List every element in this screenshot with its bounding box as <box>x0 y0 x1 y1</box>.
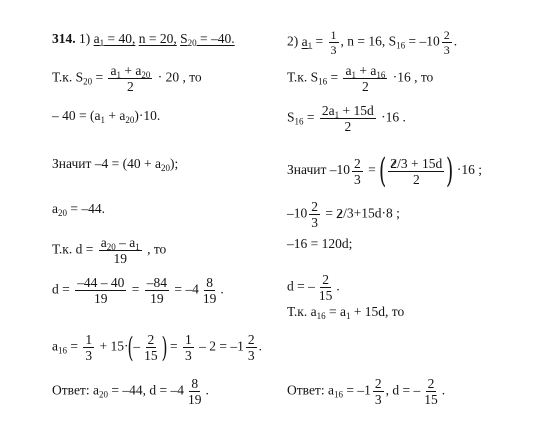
equation-line-part1: – $40 = (a_1 + a_{20})\cdot 10$. <box>52 108 161 125</box>
d-value-part2: d = – $\frac{2}{15}$ . <box>287 272 340 303</box>
simplify-line: –10 $\frac{2}{3}$ = 2/3+15d·8 ; <box>287 199 400 230</box>
znachit-line-part2: Значит –10 $\frac{2}{3}$ = ( $\frac{2/3 + 15d}{2}$ ) ·16 ; <box>287 151 483 191</box>
given-a1: $a_1 = 40$, <box>93 31 136 48</box>
part1-label: 1) <box>79 31 91 46</box>
d-calculation: d = $\frac{-44 - 40}{19}$ = $\frac{-84}{19}$ = –4 $\frac{8}{19}$ . <box>52 275 224 306</box>
d-fraction: $\frac{a_{20} - a_1}{19}$ <box>100 235 140 266</box>
tk-sum-formula-part2: Т.к. $S_{16}$ = $\frac{a_1 + a_{16}}{2}$ ·16 , то <box>287 63 434 94</box>
answer-part2: Ответ: $a_{16} = -1$ $\frac{2}{3}$ , d = – $\frac{2}{15}$ . <box>287 376 446 407</box>
a20-result: $a_{20} = -44$. <box>52 201 105 218</box>
s16-formula: $S_{16}$ = $\frac{2a_1 + 15d}{2}$ ·16 . <box>287 103 406 134</box>
given-n: n = 20, <box>138 31 177 46</box>
given-s20: $S_{20} = -40$. <box>180 31 235 48</box>
tk-a16-formula: Т.к. $a_{16} = a_1 + 15d$, то <box>287 304 405 321</box>
a16-calculation: $a_{16}$ = $\frac{1}{3}$ + 15·(– $\frac{2}{15}$ ) = $\frac{1}{3}$ – 2 = –1 $\frac{2}{3}$ . <box>52 330 262 364</box>
problem-header-part2: 2) $a_1$ = $\frac{1}{3}$ , n = 16, $S_{16} = -10$ $\frac{2}{3}$ . <box>287 28 458 57</box>
tk-d-formula: Т.к. d = $\frac{a_{20} - a_1}{19}$ , то <box>52 235 167 266</box>
tk-sum-formula-part1: Т.к. $S_{20}$ = $\frac{a_1 + a_{20}}{2}$ · 20 , то <box>52 63 202 94</box>
part2-label: 2) <box>287 33 299 49</box>
problem-number: 314. <box>52 31 76 46</box>
problem-header-part1 <box>52 31 235 47</box>
sum-fraction: $\frac{a_1 + a_{20}}{2}$ <box>110 63 151 94</box>
answer-part1: Ответ: $a_{20} = -44$, d = –4 $\frac{8}{19}$ . <box>52 376 209 407</box>
eq16-line: –16 = 120d; <box>287 236 353 251</box>
znachit-line-part1: Значит $-4 = (40 + a_{20})$; <box>52 156 179 173</box>
